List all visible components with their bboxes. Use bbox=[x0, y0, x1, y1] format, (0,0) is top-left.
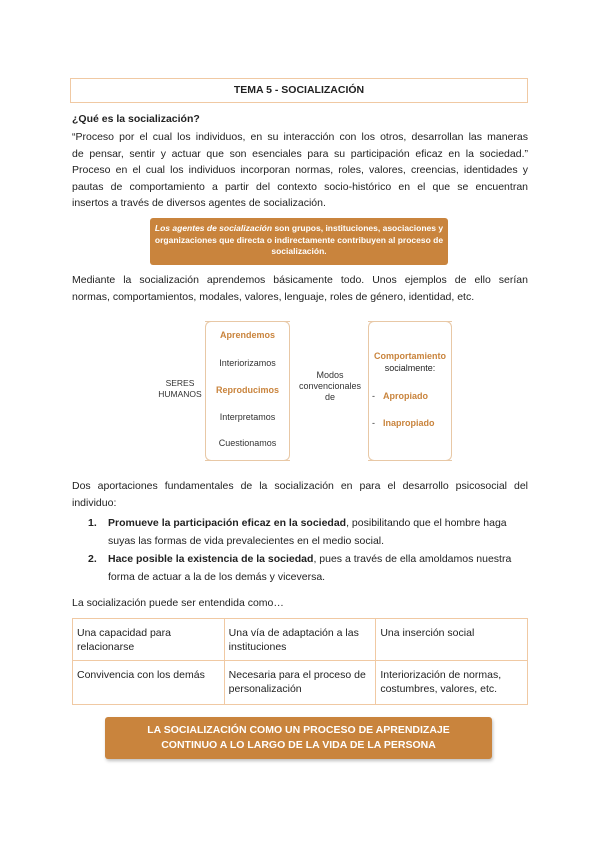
behaviour-heading: Comportamiento bbox=[374, 351, 446, 361]
verb-item: Reproducimos bbox=[215, 385, 279, 395]
definition-paragraph bbox=[72, 129, 528, 212]
learning-line: Mediante la socialización aprendemos básicamente todo. Unos ejemplos de ello serían bbox=[72, 274, 528, 286]
list-item-text: , pues a través de ella amoldamos nuestra bbox=[313, 553, 512, 565]
list-item-bold: Promueve la participación eficaz en la sociedad bbox=[108, 517, 347, 529]
concepts-table bbox=[72, 618, 528, 705]
contributions-intro-line: Dos aportaciones fundamentales de la socialización en para el desarrollo psicosocial del bbox=[72, 480, 528, 492]
verb-item: Interpretamos bbox=[219, 412, 276, 422]
behaviour-option: - Apropiado bbox=[372, 391, 428, 401]
socialization-diagram bbox=[0, 318, 600, 463]
verb-item: Cuestionamos bbox=[218, 438, 277, 448]
contributions-intro-line: individuo: bbox=[72, 496, 117, 509]
list-item-text: forma de actuar a la de los demás y viceversa. bbox=[108, 571, 326, 583]
agents-callout bbox=[150, 218, 448, 265]
table-cell: Una vía de adaptación a las instituciones bbox=[224, 619, 376, 661]
behaviour-option: - Inapropiado bbox=[372, 418, 435, 428]
page-title: TEMA 5 - SOCIALIZACIÓN bbox=[70, 78, 528, 103]
definition-line: “Proceso por el cual los individuos, en su interacción con los otros, desarrollan las maneras bbox=[72, 131, 528, 143]
conclusion-banner bbox=[105, 717, 492, 759]
table-cell: Necesaria para el proceso de personalización bbox=[224, 661, 376, 705]
table-cell: Una capacidad para relacionarse bbox=[73, 619, 225, 661]
definition-line: pautas de comportamiento a partir del contexto socio-histórico en el que se encuentran bbox=[72, 180, 528, 193]
list-item-text: , posibilitando que el hombre haga bbox=[346, 517, 507, 529]
table-row bbox=[73, 661, 528, 705]
agents-callout-text: son grupos, instituciones, asociaciones y organizaciones que directa o indirectamente contribuyen al proceso de socialización. bbox=[154, 223, 444, 256]
list-item-text: suyas las formas de vida prevalecientes en el medio social. bbox=[108, 535, 385, 547]
verb-item: Aprendemos bbox=[219, 330, 275, 340]
list-number: 2. bbox=[88, 553, 97, 565]
diagram-subject: SERES HUMANOS bbox=[158, 378, 202, 399]
banner-line: CONTINUO A LO LARGO DE LA VIDA DE LA PERSONA bbox=[161, 739, 436, 751]
table-cell: Una inserción social bbox=[376, 619, 528, 661]
behaviour-block bbox=[368, 350, 452, 374]
behaviour-option-label: Inapropiado bbox=[383, 418, 435, 428]
question-heading: ¿Qué es la socialización? bbox=[72, 113, 200, 125]
learning-paragraph bbox=[72, 272, 528, 305]
table-cell: Interiorización de normas, costumbres, valores, etc. bbox=[376, 661, 528, 705]
table-cell: Convivencia con los demás bbox=[73, 661, 225, 705]
agents-callout-italic: Los agentes de socialización bbox=[154, 223, 273, 233]
definition-line: Proceso en el cual los individuos incorporan normas, roles, valores, creencias, identidades y bbox=[72, 164, 528, 176]
definition-line: insertos a través de diversos agentes de socialización. bbox=[72, 197, 326, 209]
table-intro: La socialización puede ser entendida como… bbox=[72, 597, 284, 609]
contributions-list bbox=[72, 514, 528, 586]
diagram-middle-text: Modos convencionales de bbox=[298, 370, 362, 402]
table-row bbox=[73, 619, 528, 661]
behaviour-option-label: Apropiado bbox=[383, 391, 428, 401]
list-item bbox=[72, 514, 528, 550]
list-item-bold: Hace posible la existencia de la sociedad bbox=[108, 553, 314, 565]
list-number: 1. bbox=[88, 517, 97, 529]
verb-item: Interiorizamos bbox=[219, 358, 276, 368]
list-item bbox=[72, 550, 528, 586]
learning-line: normas, comportamientos, modales, valores, lenguaje, roles de género, identidad, etc. bbox=[72, 290, 475, 303]
banner-line: LA SOCIALIZACIÓN COMO UN PROCESO DE APRENDIZAJE bbox=[147, 724, 450, 736]
behaviour-sub: socialmente: bbox=[384, 363, 436, 373]
definition-line: de pensar, sentir y actuar que son esenciales para su participación eficaz en la sociedad.” bbox=[72, 147, 528, 160]
contributions-intro bbox=[72, 478, 528, 511]
